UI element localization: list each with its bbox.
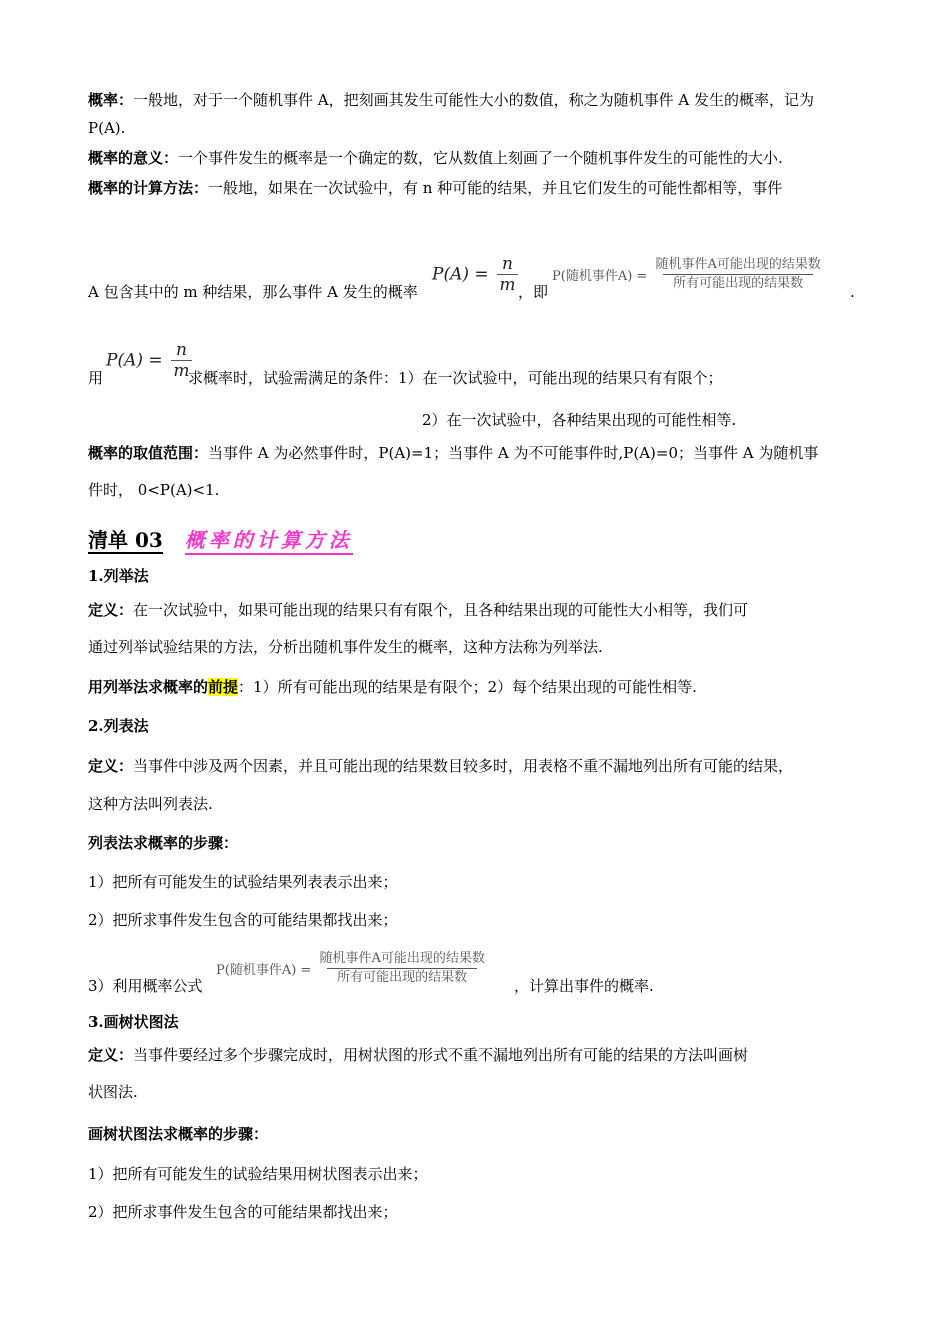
formula-event-denominator: 所有可能出现的结果数: [663, 274, 813, 293]
text-calc-1: 一般地，如果在一次试验中，有 n 种可能的结果，并且它们发生的可能性都相等，事件: [208, 179, 783, 197]
text-calc-4-wrap: [850, 282, 855, 302]
tree-steps-title: 画树状图法求概率的步骤：: [88, 1125, 269, 1143]
formula-event-probability: [552, 256, 821, 293]
label-def-3: 定义：: [88, 1046, 134, 1064]
para-probability-line2: [88, 118, 125, 138]
heading-enumeration: 1.列举法: [88, 567, 149, 585]
para-probability-line1: [88, 90, 814, 110]
formula-pa-lhs: P(A) =: [432, 264, 489, 285]
formula-event-numerator-2: 随机事件A可能出现的结果数: [319, 951, 485, 966]
enumeration-def-line1: [88, 600, 748, 620]
label-def-1: 定义：: [88, 601, 134, 619]
text-tree-def-2: 状图法.: [88, 1083, 138, 1101]
text-range-2: 件时， 0<P(A)<1.: [88, 481, 220, 499]
table-step-3b: ，计算出事件的概率.: [514, 977, 654, 995]
text-conditions-1: 求概率时，试验需满足的条件：1）在一次试验中，可能出现的结果只有有限个；: [188, 369, 723, 387]
label-meaning: 概率的意义：: [88, 149, 179, 167]
formula-pa-lhs-2: P(A) =: [106, 350, 163, 371]
section-name: 概率的计算方法: [185, 528, 353, 555]
table-step-1: 1）把所有可能发生的试验结果列表表示出来；: [88, 873, 398, 891]
tree-step-1: 1）把所有可能发生的试验结果用树状图表示出来；: [88, 1165, 428, 1183]
formula-event-probability-2: [216, 950, 485, 987]
para-meaning: [88, 148, 783, 168]
text-premise: ：1）所有可能出现的结果是有限个；2）每个结果出现的可能性相等.: [238, 678, 697, 696]
formula-denominator: m: [499, 275, 516, 295]
label-probability: 概率：: [88, 91, 134, 109]
text-table-def-2: 这种方法叫列表法.: [88, 795, 213, 813]
formula-event-lhs: P(随机事件A) =: [552, 269, 648, 284]
table-step-3a: 3）利用概率公式: [88, 977, 203, 995]
table-def-line2: [88, 794, 213, 814]
para-conditions-prefix: [88, 368, 103, 388]
text-calc-4: .: [850, 283, 855, 301]
formula-event-denominator-2: 所有可能出现的结果数: [327, 968, 477, 987]
text-calc-3: ，即: [518, 283, 549, 301]
label-range: 概率的取值范围：: [88, 444, 209, 462]
formula-pa-nm: [432, 254, 518, 295]
formula-pa-nm-2: [106, 340, 192, 381]
para-conditions-line1: [188, 368, 723, 388]
formula-event-numerator: 随机事件A可能出现的结果数: [655, 257, 821, 272]
enumeration-def-line2: [88, 637, 603, 657]
para-calc-line2: [88, 282, 418, 302]
heading-tree-method: 3.画树状图法: [88, 1013, 179, 1031]
tree-def-line1: [88, 1045, 748, 1065]
text-tree-def-1: 当事件要经过多个步骤完成时，用树状图的形式不重不漏地列出所有可能的结果的方法叫画树: [133, 1046, 749, 1064]
formula-numerator-2: n: [176, 340, 187, 360]
heading-table-method: 2.列表法: [88, 717, 149, 735]
table-steps-title: 列表法求概率的步骤：: [88, 834, 239, 852]
text-use: 用: [88, 369, 104, 387]
text-conditions-2: 2）在一次试验中，各种结果出现的可能性相等.: [422, 411, 737, 429]
formula-event-lhs-2: P(随机事件A) =: [216, 963, 312, 978]
label-premise: 用列举法求概率的: [88, 678, 209, 696]
highlight-premise: 前提: [208, 678, 239, 696]
formula-numerator: n: [502, 254, 513, 274]
text-enum-def-1: 在一次试验中，如果可能出现的结果只有有限个，且各种结果出现的可能性大小相等，我们可: [133, 601, 749, 619]
text-table-def-1: 当事件中涉及两个因素，并且可能出现的结果数目较多时，用表格不重不漏地列出所有可能的结果，: [133, 757, 794, 775]
text-enum-def-2: 通过列举试验结果的方法，分析出随机事件发生的概率，这种方法称为列举法.: [88, 638, 603, 656]
section-title: [88, 524, 353, 553]
tree-step-2: 2）把所求事件发生包含的可能结果都找出来；: [88, 1203, 398, 1221]
tree-def-line2: [88, 1082, 138, 1102]
label-def-2: 定义：: [88, 757, 134, 775]
text-range-1: 当事件 A 为必然事件时，P(A)=1；当事件 A 为不可能事件时,P(A)=0；当事件 A 为随机事: [208, 444, 819, 462]
text-meaning: 一个事件发生的概率是一个确定的数，它从数值上刻画了一个随机事件发生的可能性的大小.: [178, 149, 783, 167]
text-probability-def: 一般地，对于一个随机事件 A，把刻画其发生可能性大小的数值，称之为随机事件 A 发生的概率，记为: [133, 91, 814, 109]
label-calc: 概率的计算方法：: [88, 179, 209, 197]
text-calc-3-wrap: [518, 282, 548, 302]
para-calc-line1: [88, 178, 782, 198]
para-range-line1: [88, 443, 818, 463]
section-number: 清单 03: [88, 528, 163, 552]
enumeration-premise: [88, 677, 697, 697]
para-range-line2: [88, 480, 219, 500]
table-def-line1: [88, 756, 793, 776]
formula-denominator-2: m: [173, 361, 190, 381]
text-pa-notation: P(A).: [88, 119, 126, 137]
text-calc-2: A 包含其中的 m 种结果，那么事件 A 发生的概率: [88, 283, 418, 301]
para-conditions-line2: [422, 410, 736, 430]
table-step-2: 2）把所求事件发生包含的可能结果都找出来；: [88, 911, 398, 929]
